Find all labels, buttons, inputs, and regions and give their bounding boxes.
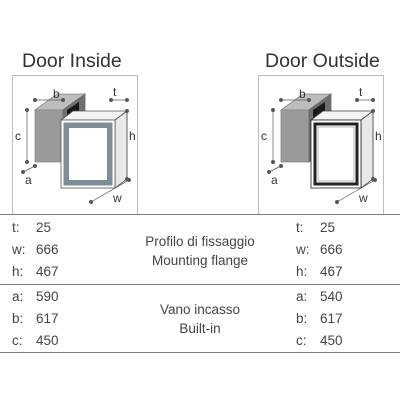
left-spec-w: w: 666 [12,242,59,257]
dim-line-a [269,166,281,172]
niche-front-face [281,110,309,162]
door-outside-diagram [258,75,384,214]
right-spec-a: a: 540 [296,289,343,304]
dim-line-a [23,166,35,172]
door-inside-title: Door Inside [22,50,122,72]
label-h: h [375,129,382,143]
table-top-rule [0,214,400,215]
right-spec-b: b: 617 [296,311,343,326]
left-spec-a: a: 590 [12,289,59,304]
right-spec-h: h: 467 [296,264,343,279]
door-inside-drawing [13,76,139,215]
right-spec-c: c: 450 [296,333,343,348]
fridge-front [61,120,115,188]
built-in-label-en: Built-in [179,321,221,336]
mounting-flange-label [130,232,270,270]
door-panel [318,127,354,181]
mounting-flange-label-it: Profilo di fissaggio [145,234,255,249]
table-middle-rule [0,284,400,285]
label-t: t [113,85,117,99]
built-in-label-it: Vano incasso [159,302,241,317]
fridge-side [361,111,373,188]
left-spec-t: t: 25 [12,220,52,235]
left-spec-c: c: 450 [12,333,59,348]
left-spec-b: b: 617 [12,311,59,326]
table-bottom-rule [0,352,400,353]
right-spec-t: t: 25 [296,220,336,235]
built-in-label [130,300,270,338]
door-outside-drawing [259,76,385,215]
label-t: t [359,85,363,99]
label-h: h [129,129,136,143]
label-w: w [113,191,122,205]
fridge-side [115,111,127,188]
label-a: a [271,173,278,187]
mounting-flange-label-en: Mounting flange [151,253,249,268]
right-spec-w: w: 666 [296,242,343,257]
label-c: c [261,129,267,143]
label-b: b [299,87,306,101]
left-spec-h: h: 467 [12,264,59,279]
door-outside-title: Door Outside [265,50,380,72]
door-inside-diagram [12,75,138,214]
niche-front-face [35,110,63,162]
label-w: w [359,191,368,205]
label-c: c [15,129,21,143]
label-a: a [25,173,32,187]
label-b: b [53,87,60,101]
